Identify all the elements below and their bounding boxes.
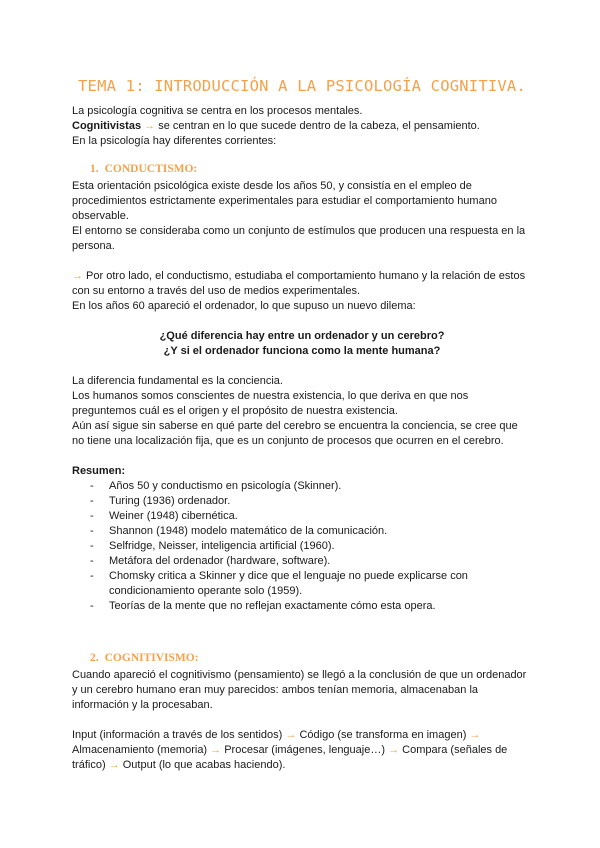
cognitivistas-label: Cognitivistas xyxy=(72,120,142,132)
section-2-flow: Input (información a través de los sentidos) → Código (se transforma en imagen) → Almacenamiento (memoria) → Procesar (imágenes, lenguaje…) → Compara (señales de tráfico) → Output (lo que acabas haciendo). xyxy=(72,729,508,771)
list-item: - Shannon (1948) modelo matemático de la comunicación. xyxy=(72,524,532,539)
document-page xyxy=(72,70,532,773)
section-1-paragraph-4: En los años 60 apareció el ordenador, lo que supuso un nuevo dilema: xyxy=(72,300,416,312)
arrow-icon: → xyxy=(144,120,156,132)
list-item: - Turing (1936) ordenador. xyxy=(72,494,532,509)
intro-line-3: En la psicología hay diferentes corrientes: xyxy=(72,135,277,147)
list-item: - Chomsky critica a Skinner y dice que el lenguaje no puede explicarse con condicionamiento operante solo (1959). xyxy=(72,569,532,599)
intro-line-2-text: se centran en lo que sucede dentro de la cabeza, el pensamiento. xyxy=(155,120,480,132)
arrow-icon: → xyxy=(72,270,83,282)
section-2-paragraph-1: Cuando apareció el cognitivismo (pensamiento) se llegó a la conclusión de que un ordenador y un cerebro humano eran muy parecidos: ambos tenían memoria, almacenaban la información y la procesaban. xyxy=(72,669,527,711)
resumen-label: Resumen: xyxy=(72,465,126,477)
resumen-list xyxy=(72,479,532,614)
list-item: - Selfridge, Neisser, inteligencia artificial (1960). xyxy=(72,539,532,554)
list-item: - Weiner (1948) cibernética. xyxy=(72,509,532,524)
list-item: - Teorías de la mente que no reflejan exactamente cómo esta opera. xyxy=(72,599,532,614)
intro-line-2 xyxy=(72,119,532,134)
section-1-paragraph-7: Aún así sigue sin saberse en qué parte del cerebro se encuentra la conciencia, se cree que no tiene una localización fija, que es un conjunto de procesos que ocurren en el cerebro. xyxy=(72,420,518,447)
document-title: TEMA 1: INTRODUCCIÓN A LA PSICOLOGÍA COGNITIVA. xyxy=(78,77,526,95)
section-2-heading: 2. COGNITIVISMO: xyxy=(90,652,199,664)
arrow-icon: → xyxy=(469,729,481,741)
section-1-paragraph-3: → Por otro lado, el conductismo, estudiaba el comportamiento humano y la relación de estos con su entorno a través del uso de medios experimentales. xyxy=(72,270,526,297)
list-item: - Metáfora del ordenador (hardware, software). xyxy=(72,554,532,569)
section-1-paragraph-2: El entorno se consideraba como un conjunto de estímulos que producen una respuesta en la persona. xyxy=(72,225,526,252)
section-1-paragraph-1: Esta orientación psicológica existe desde los años 50, y consistía en el empleo de procedimientos estrictamente experimentales para estudiar el comportamiento humano observable. xyxy=(72,180,497,222)
intro-line-1: La psicología cognitiva se centra en los procesos mentales. xyxy=(72,105,363,117)
list-item: - Años 50 y conductismo en psicología (Skinner). xyxy=(72,479,532,494)
arrow-icon: → xyxy=(108,759,120,771)
section-1-paragraph-6: Los humanos somos conscientes de nuestra existencia, lo que deriva en que nos preguntemos cuál es el origen y el propósito de nuestra existencia. xyxy=(72,390,469,417)
section-1-paragraph-5: La diferencia fundamental es la conciencia. xyxy=(72,375,283,387)
arrow-icon: → xyxy=(388,744,400,756)
question-1: ¿Qué diferencia hay entre un ordenador y un cerebro? xyxy=(159,330,445,342)
section-1-heading: 1. CONDUCTISMO: xyxy=(90,163,198,175)
arrow-icon: → xyxy=(285,729,297,741)
question-2: ¿Y si el ordenador funciona como la mente humana? xyxy=(163,345,441,357)
arrow-icon: → xyxy=(210,744,222,756)
